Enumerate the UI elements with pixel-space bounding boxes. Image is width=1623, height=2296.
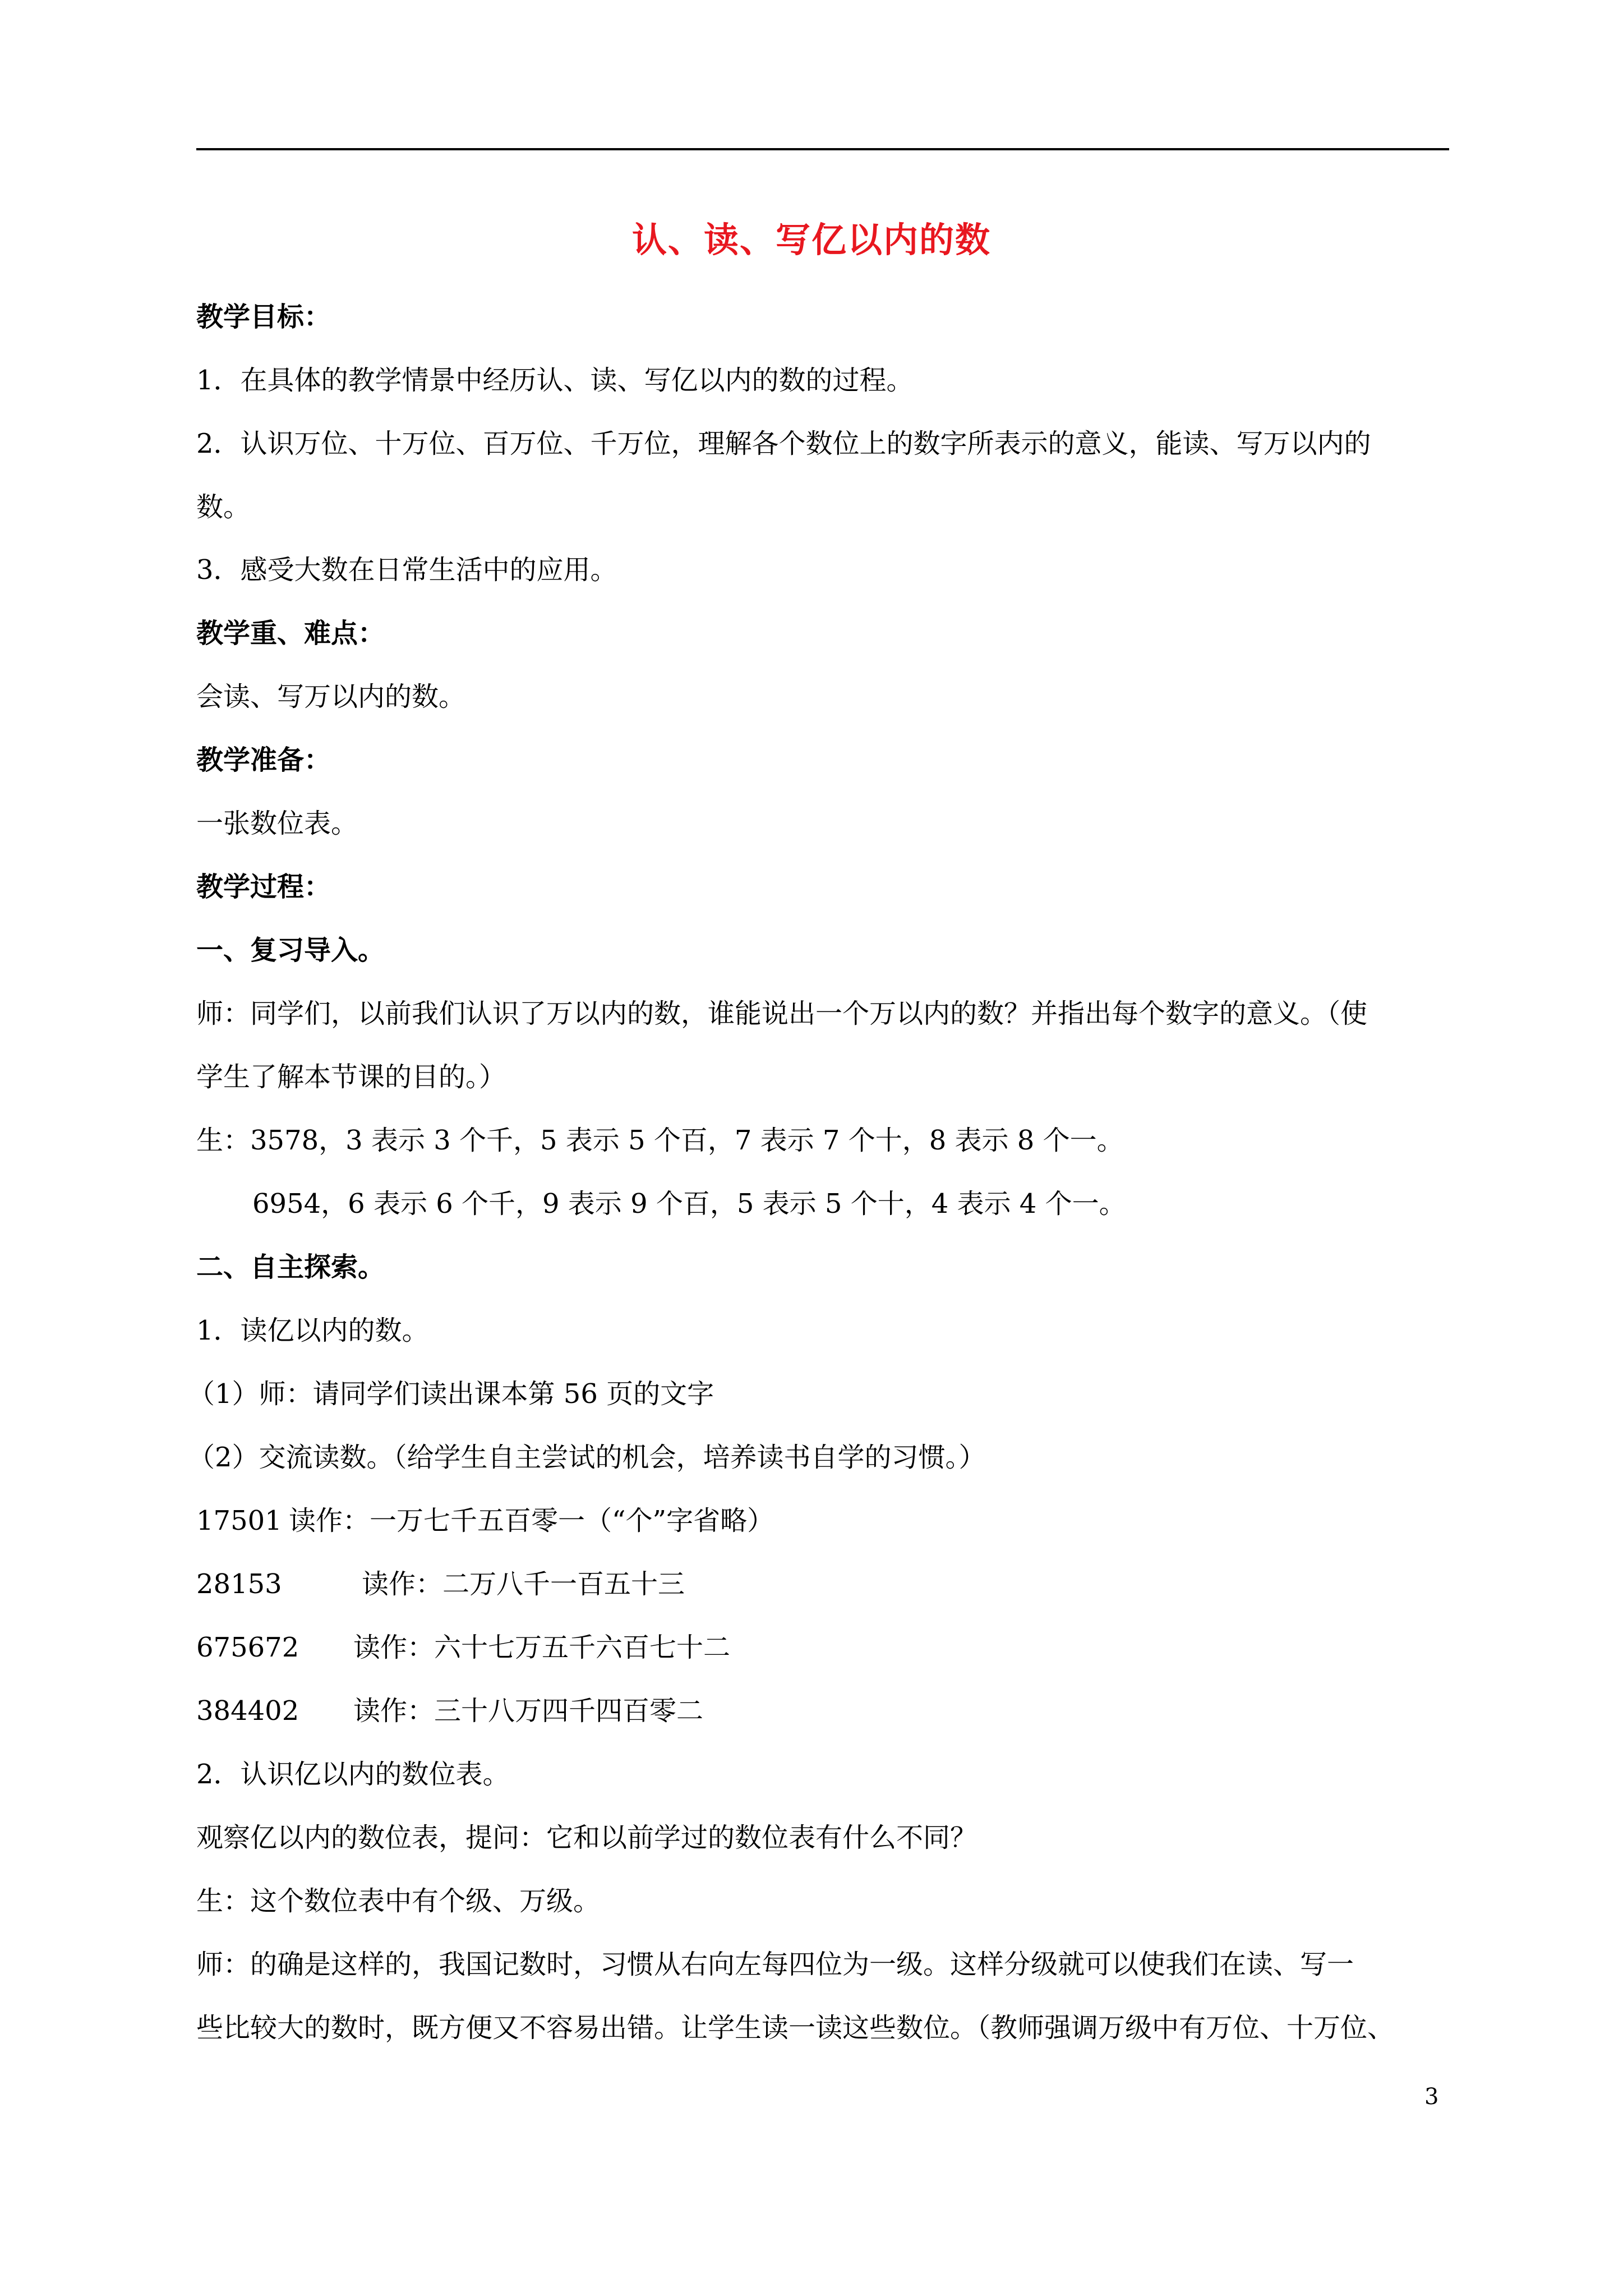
heading-focus: 教学重、难点： xyxy=(196,618,385,649)
focus-text: 会读、写万以内的数。 xyxy=(196,681,466,712)
part2-line: （1）师：请同学们读出课本第 56 页的文字 xyxy=(188,1378,714,1410)
number-reading-row xyxy=(196,1567,1449,1601)
part2-more-line: 生：这个数位表中有个级、万级。 xyxy=(196,1885,601,1917)
number-reading: 读作：二万八千一百五十三 xyxy=(362,1568,685,1600)
goal-line: 3．感受大数在日常生活中的应用。 xyxy=(196,554,617,586)
number-reading-row xyxy=(196,1631,1449,1664)
header-rule xyxy=(196,148,1449,150)
part1-line: 师：同学们，以前我们认识了万以内的数，谁能说出一个万以内的数？并指出每个数字的意义。（使 xyxy=(196,998,1368,1029)
goal-line: 1．在具体的教学情景中经历认、读、写亿以内的数的过程。 xyxy=(196,365,914,396)
part2-more-line: 观察亿以内的数位表，提问：它和以前学过的数位表有什么不同？ xyxy=(196,1822,978,1853)
part1-line: 学生了解本节课的目的。） xyxy=(196,1061,506,1093)
goal-line: 数。 xyxy=(196,491,251,523)
heading-process: 教学过程： xyxy=(196,871,331,903)
heading-part1: 一、复习导入。 xyxy=(196,935,385,966)
number-reading-row xyxy=(196,1504,1449,1538)
number-reading: 读作：六十七万五千六百七十二 xyxy=(353,1632,731,1663)
page-number: 3 xyxy=(1424,2084,1439,2110)
number-reading: 读作：三十八万四千四百零二 xyxy=(353,1695,704,1727)
number-value: 675672 xyxy=(196,1632,299,1663)
number-reading-row xyxy=(196,1694,1449,1728)
prep-text: 一张数位表。 xyxy=(196,808,358,839)
heading-part2: 二、自主探索。 xyxy=(196,1251,385,1283)
part2-more-line: 师：的确是这样的，我国记数时，习惯从右向左每四位为一级。这样分级就可以使我们在读、写一 xyxy=(196,1949,1354,1980)
part1-line: 6954，6 表示 6 个千，9 表示 9 个百，5 表示 5 个十，4 表示 4 个一。 xyxy=(252,1188,1126,1220)
number-reading: 读作：一万七千五百零一（“个”字省略） xyxy=(289,1505,774,1536)
number-value: 17501 xyxy=(196,1505,282,1536)
number-value: 384402 xyxy=(196,1695,299,1727)
part2-more-line: 2．认识亿以内的数位表。 xyxy=(196,1759,510,1790)
number-value: 28153 xyxy=(196,1568,282,1600)
goal-line: 2．认识万位、十万位、百万位、千万位，理解各个数位上的数字所表示的意义，能读、写万以内的 xyxy=(196,428,1371,459)
page-title: 认、读、写亿以内的数 xyxy=(631,219,991,260)
part1-line: 生：3578，3 表示 3 个千，5 表示 5 个百，7 表示 7 个十，8 表示 8 个一。 xyxy=(196,1125,1124,1156)
part2-line: （2）交流读数。（给学生自主尝试的机会，培养读书自学的习惯。） xyxy=(188,1442,986,1473)
heading-prep: 教学准备： xyxy=(196,744,331,776)
part2-more-line: 些比较大的数时，既方便又不容易出错。让学生读一读这些数位。（教师强调万级中有万位、十万位、 xyxy=(196,2012,1395,2044)
part2-line: 1．读亿以内的数。 xyxy=(196,1315,429,1346)
heading-goals: 教学目标： xyxy=(196,301,331,333)
